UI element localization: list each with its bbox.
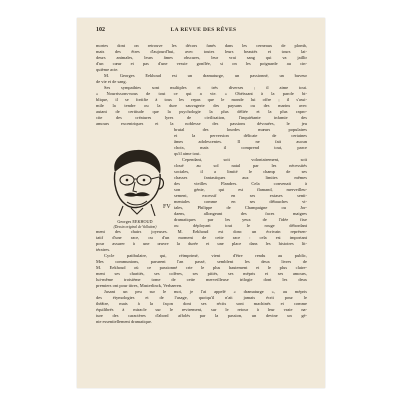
glasses-arm [151, 177, 159, 179]
text-line: tatif d'une race, ou d'un moment de cette race : cela est important [96, 235, 307, 240]
text-line: daens, allongeant des faces maigres [174, 211, 307, 216]
text-line: des étymologies et de l'usage, quoiqu'il n'ait jamais écrit pour le [96, 295, 307, 300]
text-line: âmes adolescentes. Il ne fait aucun [174, 139, 307, 144]
nose-stroke [133, 182, 137, 192]
portrait-monogram: FV [163, 204, 171, 210]
text-line: M. Eekhoud où ce passionné crie le plus hautement et le plus claire- [96, 265, 307, 270]
text-line: qu'il aime tout. [174, 151, 201, 156]
text-line: et la perversion délicate de certaines [174, 133, 307, 138]
text-line: blique, il se fortifie à tous les repas que le monde lui offre ; il s'assi- [96, 97, 307, 102]
right-eye [143, 179, 146, 182]
text-line: cloué au sol natal par les nécessités [174, 163, 307, 168]
text-line: chasses fantastiques aux limites mêmes [174, 175, 307, 180]
page-number: 102 [96, 27, 105, 33]
text-line: M. Georges Eekhoud est un dramaturge, un passionné, un buveur [104, 73, 307, 78]
text-line: lui-même troisième tome de cette merveilleuse trilogie dont les deux [96, 277, 307, 282]
portrait-caption-name: Georges EEKHOUD [117, 219, 153, 224]
text-line: nie essentiellement dramatique. [96, 319, 153, 324]
text-line: cite des créatures lyres de civilisation, l'inquiétante infamie des [96, 115, 307, 120]
text-line: mais des êtres d'aujourd'hui, avec toutes leurs beautés et tours lai- [96, 49, 307, 54]
text-line: mile la tendre ou la dure sauvagerie des paysans ou des marins avec [96, 103, 307, 108]
text-line: d'un cœur et pas d'une vessie gonflée, si on les poignarde au cin- [96, 61, 307, 66]
text-line: mortes dont on retrouve les décors fanés dans les cerneaux de plomb, [96, 43, 307, 48]
text-line: son génie, qui est flamand, merveilleu- [174, 187, 307, 192]
text-line: deurs animales, leurs âmes obscures, leur vrai sang qui va jaillir [96, 55, 307, 60]
book-page [77, 18, 325, 388]
text-line: quième acte. [96, 67, 119, 72]
portrait-sketch [97, 144, 173, 219]
left-eye [126, 179, 129, 182]
text-line: téraires. [96, 247, 111, 252]
text-line: des vieilles Flandres. Cela convenait à [174, 181, 307, 186]
text-line: tales, Philippe de Champaigne ou Jor- [174, 205, 307, 210]
text-line: amours excentriques et la noblesse des passions dévouées, le jeu [96, 121, 307, 126]
hair-stroke [114, 150, 160, 174]
portrait-caption-credit: (Dessin original de Vallotton) [113, 225, 157, 229]
text-line: premiers ont pour titres, Masterlinck, Verhaeren. [96, 283, 183, 288]
text-line: autant de certitude que la psychologie la plus déliée et la plus rapro- [96, 109, 307, 114]
text-line: Cycle patibulaire, qui, réimprimé, vient d'être rendu au public, [104, 253, 307, 258]
text-line: ment des chairs joyeuses. M. Eekhoud est donc un écrivain représen- [96, 229, 307, 234]
text-line: Mes communions, parurent l'an passé, semblent les deux livres de [96, 259, 307, 264]
text-line: choix, mais il comprend tout, parce [174, 145, 307, 150]
text-line: sociales, il a limité le champ de ses [174, 169, 307, 174]
text-line: « Nourrissons-nous de tout ce qui a vie. » Obéissant à la parole bi- [96, 91, 307, 96]
text-line: brutal des lourdes mœurs populaires [174, 127, 307, 132]
text-line: ture des caractères d'abord affolés par la passion, un devine un gé- [96, 313, 307, 318]
text-line: de vie et de sang. [96, 79, 127, 84]
text-line: sement, excessif en ses extases senti- [174, 193, 307, 198]
text-line: dramatiques par les yeux de l'idée fixe [174, 217, 307, 222]
text-line: Cependant, soit volontairement, soit [182, 157, 307, 162]
running-header [96, 27, 311, 36]
text-line: équilibrés à miracle sur le revirement, sur le retour à leur vraie na- [96, 307, 307, 312]
text-line: pour assurer à une œuvre la durée et une place dans les histoires lit- [96, 241, 307, 246]
text-line: théâtre, mais à la façon dont ses récits sont machinés et comme [96, 301, 307, 306]
text-line: Jusant un peu sur le mot, je l'ai appelé « dramaturge », au mépris [104, 289, 307, 294]
text-line: Ses sympathies sont multiples et très diverses ; il aime tout. [104, 85, 307, 90]
text-line: ou déployant tout le rouge débordant [174, 223, 307, 228]
text-line: ment ses charités, ses colères, ses pitiés, ses mépris et ses amours, [96, 271, 307, 276]
collar-stroke [119, 204, 155, 216]
moustache [124, 192, 150, 196]
text-line: mentales comme en ses débauches vi- [174, 199, 307, 204]
jaw-shading [127, 201, 147, 205]
running-title: LA REVUE DES RÊVES [170, 27, 237, 33]
